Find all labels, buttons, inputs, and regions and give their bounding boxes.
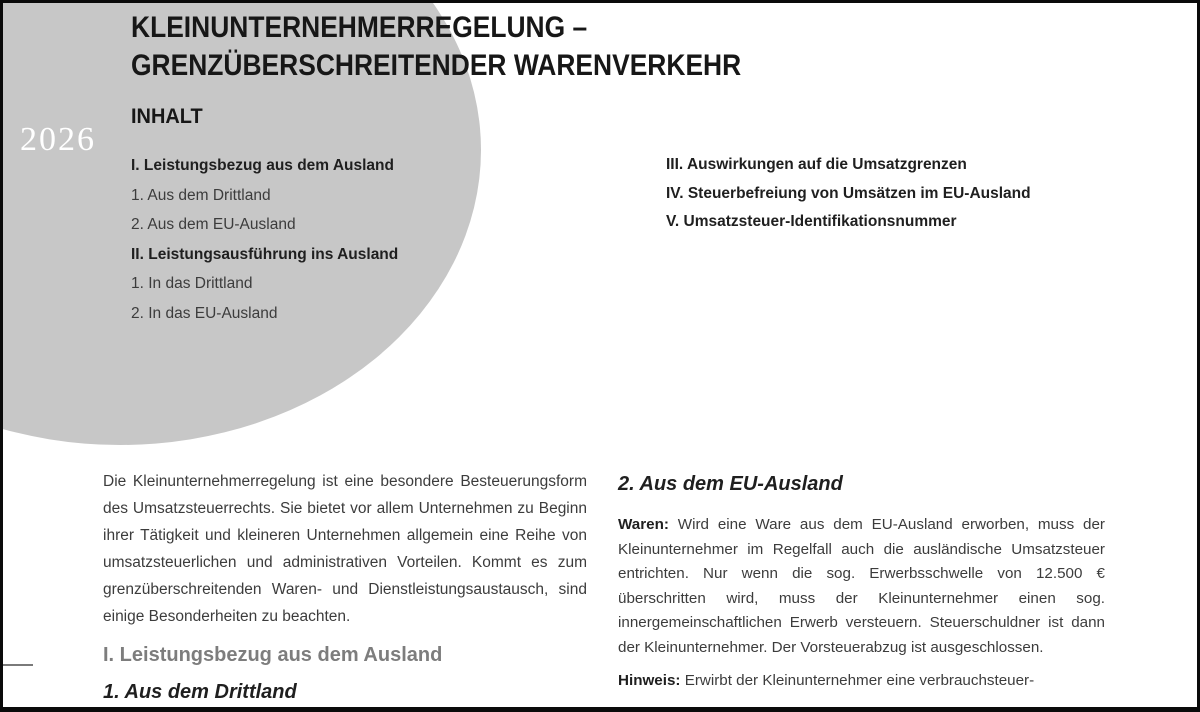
body-left-column <box>103 468 587 705</box>
toc-item-I-1: 1. Aus dem Drittland <box>131 186 271 204</box>
body-right-column <box>618 471 1105 694</box>
margin-tick-rule <box>3 664 33 666</box>
intro-paragraph: Die Kleinunternehmerregelung ist eine besondere Besteuerungsform des Umsatzsteuerrechts. Sie bietet vor allem Unternehmen zu Beginn ihrer Tätigkeit und kleineren Unternehmen allgemein eine Reihe von umsatzsteuerlichen und administrativen Vorteilen. Kommt es zum grenzüberschreitenden Waren- und Dienstleistungsaustausch, sind einige Besonderheiten zu beachten. <box>103 473 587 625</box>
section-heading-I: I. Leistungsbezug aus dem Ausland <box>103 644 443 666</box>
toc-item-IV: IV. Steuerbefreiung von Umsätzen im EU-Ausland <box>666 184 1031 202</box>
toc-heading: INHALT <box>131 105 203 128</box>
year-badge: 2026 <box>20 121 96 158</box>
toc-item-V: V. Umsatzsteuer-Identifikationsnummer <box>666 213 957 231</box>
subsection-heading-2-eu-ausland: 2. Aus dem EU-Ausland <box>618 473 843 495</box>
waren-paragraph <box>618 513 1105 660</box>
toc-item-I-2: 2. Aus dem EU-Ausland <box>131 216 296 234</box>
hinweis-text: Erwirbt der Kleinunternehmer eine verbrauchsteuer- <box>684 672 1035 689</box>
waren-label: Waren: <box>618 516 669 533</box>
toc-item-II-1: 1. In das Drittland <box>131 275 253 293</box>
document-title-line2: GRENZÜBERSCHREITENDER WARENVERKEHR <box>131 49 742 82</box>
toc-item-III: III. Auswirkungen auf die Umsatzgrenzen <box>666 156 967 173</box>
hinweis-label: Hinweis: <box>618 672 681 689</box>
toc-left-column <box>131 151 398 329</box>
toc-item-II: II. Leistungsausführung ins Ausland <box>131 245 399 263</box>
waren-text: Wird eine Ware aus dem EU-Ausland erworben, muss der Kleinunternehmer im Regelfall auch die ausländische Umsatzsteuer entrichten. Nur wenn die sog. Erwerbsschwelle von 12.500 € überschritten wird, muss der Kleinunternehmer einen sog. innergemeinschaftlichen Erwerb versteuern. Steuerschuldner ist dann der Kleinunternehmer. Der Vorsteuerabzug ist ausgeschlossen. <box>618 516 1105 656</box>
subsection-heading-1-drittland: 1. Aus dem Drittland <box>103 681 297 703</box>
toc-item-II-2: 2. In das EU-Ausland <box>131 304 278 322</box>
document-title <box>131 9 741 85</box>
document-title-line1: KLEINUNTERNEHMERREGELUNG – <box>131 11 588 44</box>
toc-item-I: I. Leistungsbezug aus dem Ausland <box>131 157 394 174</box>
hinweis-paragraph <box>618 669 1105 694</box>
toc-right-column <box>666 151 1031 237</box>
